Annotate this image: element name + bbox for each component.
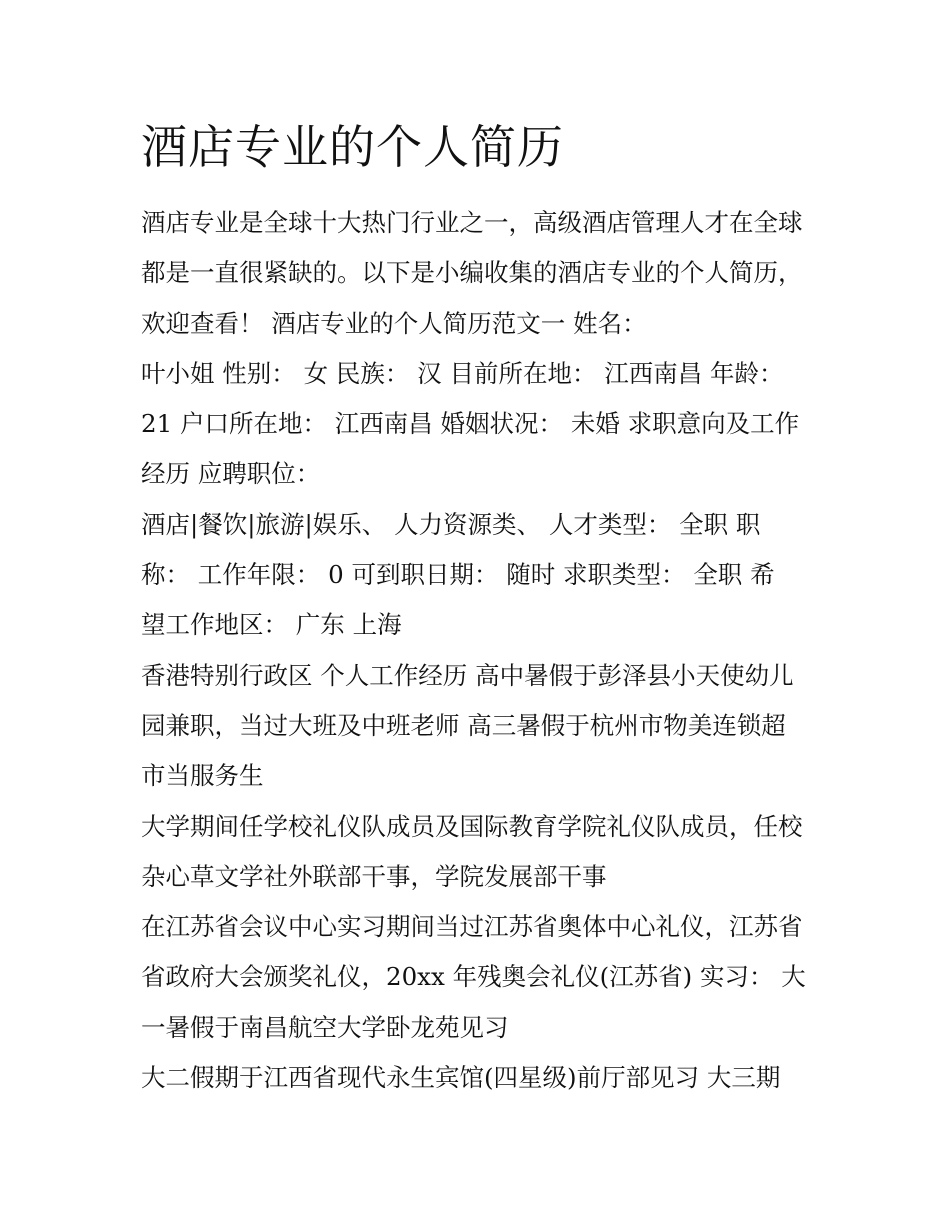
- text-line: 大学期间任学校礼仪队成员及国际教育学院礼仪队成员，任校: [141, 811, 803, 841]
- text-line: 称： 工作年限： 0 可到职日期： 随时 求职类型： 全职 希: [141, 560, 775, 590]
- text-line: 一暑假于南昌航空大学卧龙苑见习: [141, 1012, 509, 1042]
- text-line: 都是一直很紧缺的。以下是小编收集的酒店专业的个人简历，: [141, 258, 803, 288]
- text-line: 省政府大会颁奖礼仪，20xx 年残奥会礼仪(江苏省) 实习： 大: [141, 962, 806, 992]
- text-line: 酒店专业是全球十大热门行业之一，高级酒店管理人才在全球: [141, 208, 803, 237]
- text-line: 酒店|餐饮|旅游|娱乐、 人力资源类、 人才类型： 全职 职: [141, 509, 761, 539]
- text-line: 市当服务生: [141, 761, 264, 791]
- text-line: 叶小姐 性别： 女 民族： 汉 目前所在地： 江西南昌 年龄：: [141, 358, 784, 388]
- text-line: 经历 应聘职位：: [141, 459, 321, 489]
- text-line: 在江苏省会议中心实习期间当过江苏省奥体中心礼仪，江苏省: [141, 912, 803, 942]
- text-line: 21 户口所在地： 江西南昌 婚姻状况： 未婚 求职意向及工作: [141, 409, 800, 439]
- document-title: 酒店专业的个人简历: [141, 120, 564, 174]
- document-body: [141, 118, 821, 1103]
- text-line: 园兼职，当过大班及中班老师 高三暑假于杭州市物美连锁超: [141, 710, 786, 740]
- text-line: 大二假期于江西省现代永生宾馆(四星级)前厅部见习 大三期: [141, 1063, 781, 1093]
- text-line: 香港特别行政区 个人工作经历 高中暑假于彭泽县小天使幼儿: [141, 660, 794, 690]
- text-line: 欢迎查看！ 酒店专业的个人简历范文一 姓名：: [141, 308, 647, 338]
- text-line: 望工作地区： 广东 上海: [141, 610, 402, 640]
- text-line: 杂心草文学社外联部干事，学院发展部干事: [141, 861, 607, 891]
